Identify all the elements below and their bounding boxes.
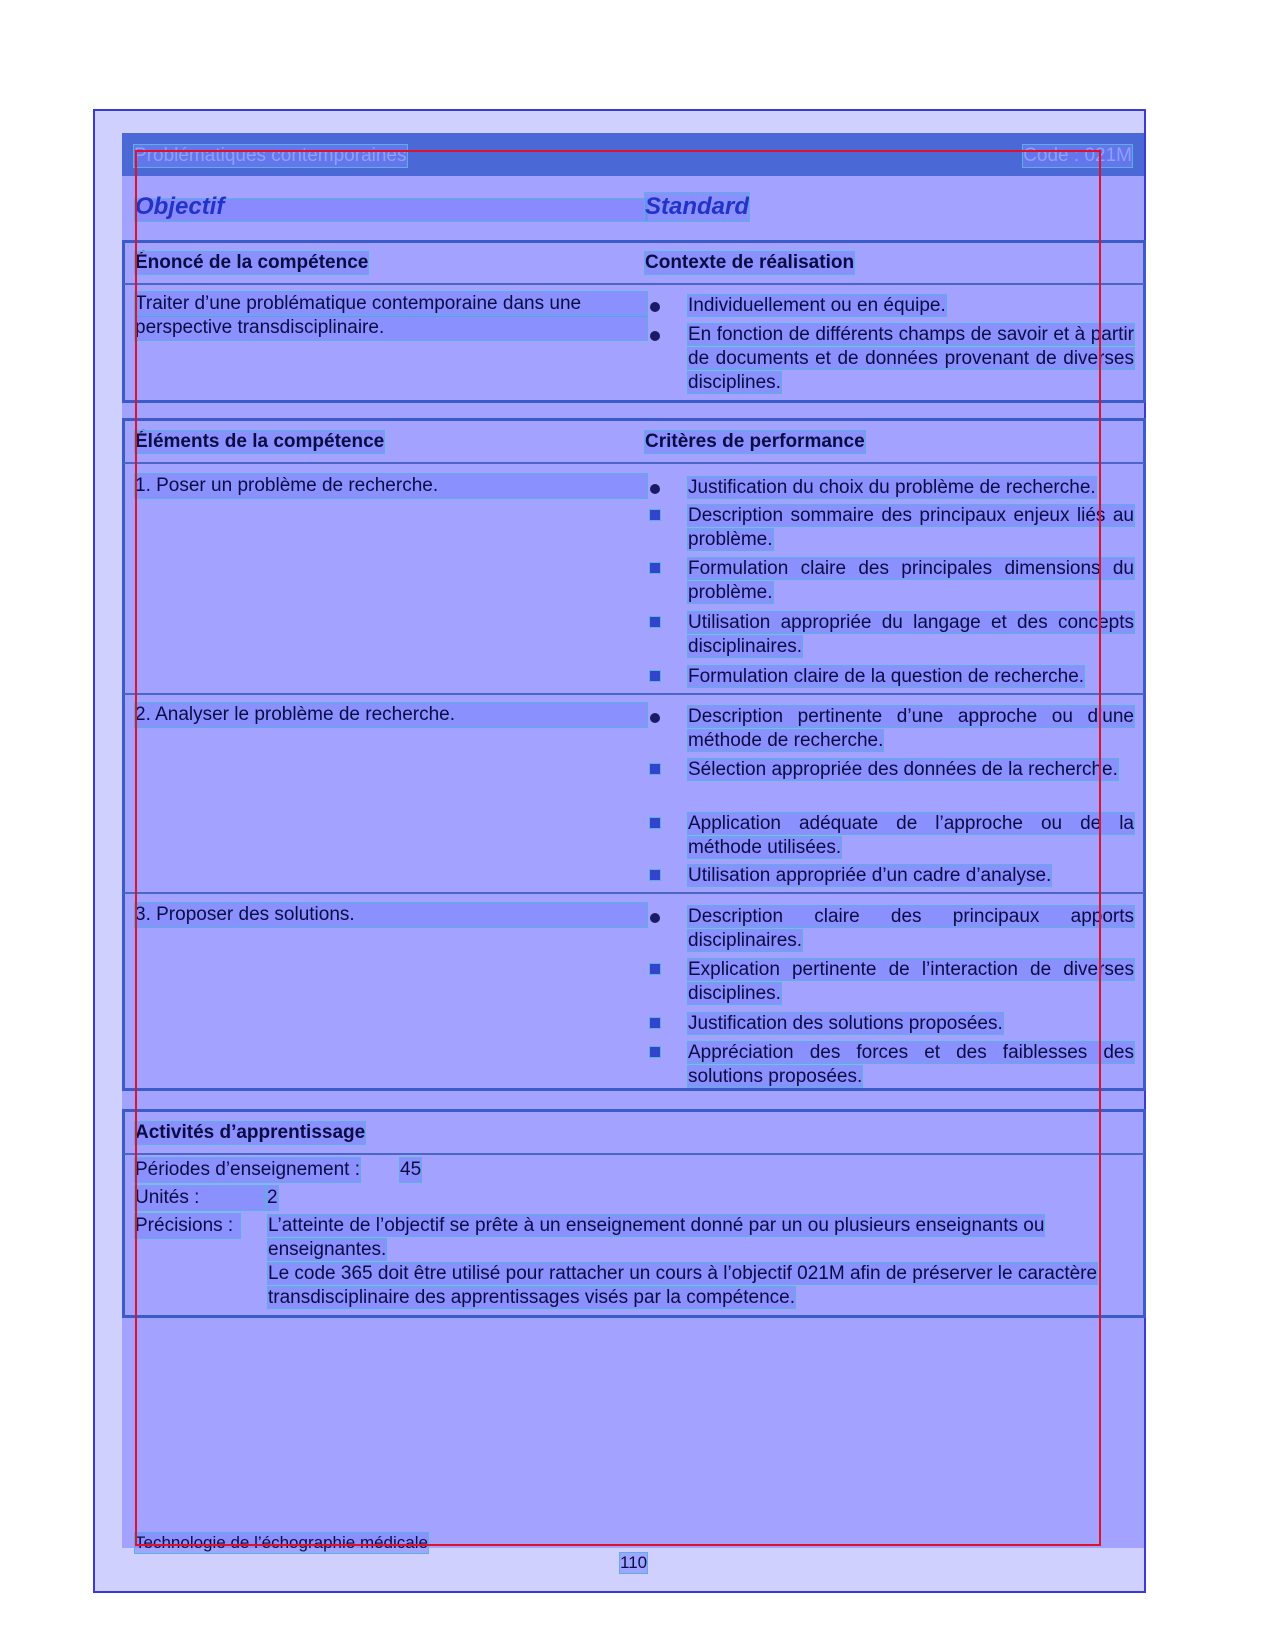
criterion-item: Description sommaire des principaux enjeux liés au problème. (688, 505, 1134, 550)
precisions-text-1-span: L’atteinte de l’objectif se prête à un enseignement donné par un ou plusieurs enseignants ou enseignantes. (268, 1215, 1045, 1260)
activites-heading: Activités d’apprentissage (135, 1122, 366, 1143)
competence-line-2: perspective transdisciplinaire. (135, 316, 647, 340)
criterion-item: Justification du choix du problème de recherche. (688, 477, 1096, 498)
bullet-icon (650, 671, 660, 681)
footer-program: Technologie de l’échographie médicale (135, 1533, 428, 1552)
bullet-icon (650, 1047, 660, 1057)
element-3-label: 3. Proposer des solutions. (135, 903, 647, 927)
criterion-item: Description claire des principaux apports disciplinaires. (688, 906, 1134, 951)
bullet-icon (650, 510, 660, 520)
criterion-item: Application adéquate de l’approche ou de la méthode utilisées. (688, 813, 1134, 858)
activites-divider (124, 1153, 1144, 1155)
precisions-text-2 (268, 1262, 1098, 1310)
competence-line-1: Traiter d’une problématique contemporaine dans une (135, 292, 647, 316)
bullet-icon (650, 484, 660, 494)
header-code: Code : 021M (1023, 145, 1132, 166)
bullet-icon (650, 964, 660, 974)
bullet-icon (650, 818, 660, 828)
element-2-label: 2. Analyser le problème de recherche. (135, 703, 647, 727)
header-title: Problématiques contemporaines (134, 145, 407, 166)
bullet-icon (650, 331, 660, 341)
context-item: En fonction de différents champs de savoir et à partir de documents et de données provenant de diverses disciplines. (688, 324, 1134, 393)
criterion-item: Formulation claire de la question de recherche. (688, 666, 1085, 687)
criterion-item: Justification des solutions proposées. (688, 1013, 1003, 1034)
competence-divider (124, 283, 1144, 285)
elements-heading: Éléments de la compétence (135, 431, 385, 452)
criterion-item: Formulation claire des principales dimensions du problème. (688, 558, 1134, 603)
criteria-heading: Critères de performance (645, 431, 865, 452)
criterion-item: Utilisation appropriée du langage et des concepts disciplinaires. (688, 612, 1134, 657)
page-number: 110 (620, 1553, 648, 1572)
bullet-icon (650, 713, 660, 723)
context-item: Individuellement ou en équipe. (688, 295, 946, 316)
criterion-item: Description pertinente d’une approche ou d’une méthode de recherche. (688, 706, 1134, 751)
objectif-heading: Objectif (135, 193, 225, 220)
context-heading: Contexte de réalisation (645, 252, 855, 273)
periodes-label: Périodes d’enseignement : (135, 1159, 360, 1180)
standard-heading: Standard (645, 193, 750, 220)
element-separator (124, 693, 1144, 695)
precisions-text-2-span: Le code 365 doit être utilisé pour rattacher un cours à l’objectif 021M afin de préserver le caractère transdisciplinaire des apprentissages visés par la compétence. (268, 1263, 1098, 1308)
bullet-icon (650, 563, 660, 573)
header-bar (122, 133, 1144, 176)
precisions-label: Précisions : (135, 1214, 240, 1238)
precisions-text-1 (268, 1214, 1118, 1262)
bullet-icon (650, 1018, 660, 1028)
criterion-item: Utilisation appropriée d’un cadre d’analyse. (688, 865, 1052, 886)
elements-divider (124, 462, 1144, 464)
element-separator (124, 892, 1144, 894)
criterion-item: Sélection appropriée des données de la recherche. (688, 759, 1118, 780)
bullet-icon (650, 870, 660, 880)
periodes-value: 45 (400, 1159, 422, 1180)
unites-value: 2 (267, 1187, 278, 1208)
bullet-icon (650, 764, 660, 774)
bullet-icon (650, 302, 660, 312)
competence-heading: Énoncé de la compétence (135, 252, 369, 273)
unites-label: Unités : (135, 1186, 265, 1210)
bullet-icon (650, 617, 660, 627)
bullet-icon (650, 913, 660, 923)
criterion-item: Explication pertinente de l’interaction de diverses disciplines. (688, 959, 1134, 1004)
element-1-label: 1. Poser un problème de recherche. (135, 474, 647, 498)
criterion-item: Appréciation des forces et des faiblesses des solutions proposées. (688, 1042, 1134, 1087)
